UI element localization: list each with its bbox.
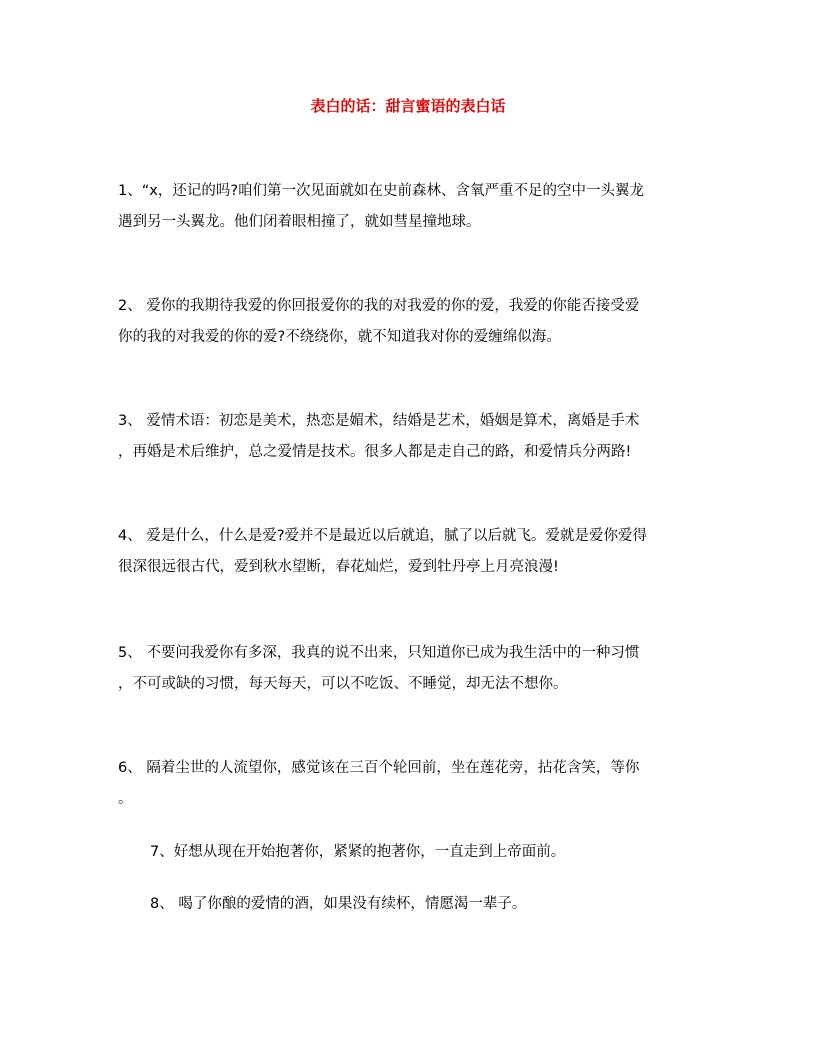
paragraph-line: 4、 爱是什么，什么是爱?爱并不是最近以后就追，腻了以后就飞。爱就是爱你爱得 <box>118 528 648 544</box>
paragraph-line: ，再婚是术后维护，总之爱情是技术。很多人都是走自己的路，和爱情兵分两路! <box>118 444 632 460</box>
paragraph-line: 8、 喝了你酿的爱情的酒，如果没有续杯，情愿渴一辈子。 <box>150 896 527 912</box>
paragraph-line: 7、好想从现在开始抱著你，紧紧的抱著你，一直走到上帝面前。 <box>150 844 566 860</box>
paragraph-7 <box>150 837 710 868</box>
paragraph-5 <box>118 638 698 700</box>
paragraph-1 <box>118 176 698 238</box>
document-title: 表白的话：甜言蜜语的表白话 <box>310 97 506 115</box>
paragraph-line: 6、 隔着尘世的人流望你，感觉该在三百个轮回前，坐在莲花旁，拈花含笑，等你 <box>118 760 640 776</box>
paragraph-line: 你的我的对我爱的你的爱?不绕绕你，就不知道我对你的爱缠绵似海。 <box>118 329 561 345</box>
paragraph-line: 2、 爱你的我期待我爱的你回报爱你的我的对我爱的你的爱，我爱的你能否接受爱 <box>118 298 640 314</box>
paragraph-line: 。 <box>118 791 133 807</box>
paragraph-line: 1、“x，还记的吗?咱们第一次见面就如在史前森林、含氧严重不足的空中一头翼龙 <box>118 183 645 199</box>
paragraph-line: 遇到另一头翼龙。他们闭着眼相撞了，就如彗星撞地球。 <box>118 214 481 230</box>
paragraph-4 <box>118 521 698 583</box>
paragraph-line: ，不可或缺的习惯，每天每天，可以不吃饭、不睡觉，却无法不想你。 <box>118 676 568 692</box>
paragraph-3 <box>118 406 698 468</box>
paragraph-2 <box>118 291 698 353</box>
paragraph-8 <box>150 889 710 920</box>
paragraph-6 <box>118 753 698 815</box>
paragraph-line: 很深很远很古代，爱到秋水望断，春花灿烂，爱到牡丹亭上月亮浪漫! <box>118 559 559 575</box>
paragraph-line: 5、 不要问我爱你有多深，我真的说不出来，只知道你已成为我生活中的一种习惯 <box>118 645 640 661</box>
paragraph-line: 3、 爱情术语：初恋是美术，热恋是媚术，结婚是艺术，婚姻是算术，离婚是手术 <box>118 413 640 429</box>
